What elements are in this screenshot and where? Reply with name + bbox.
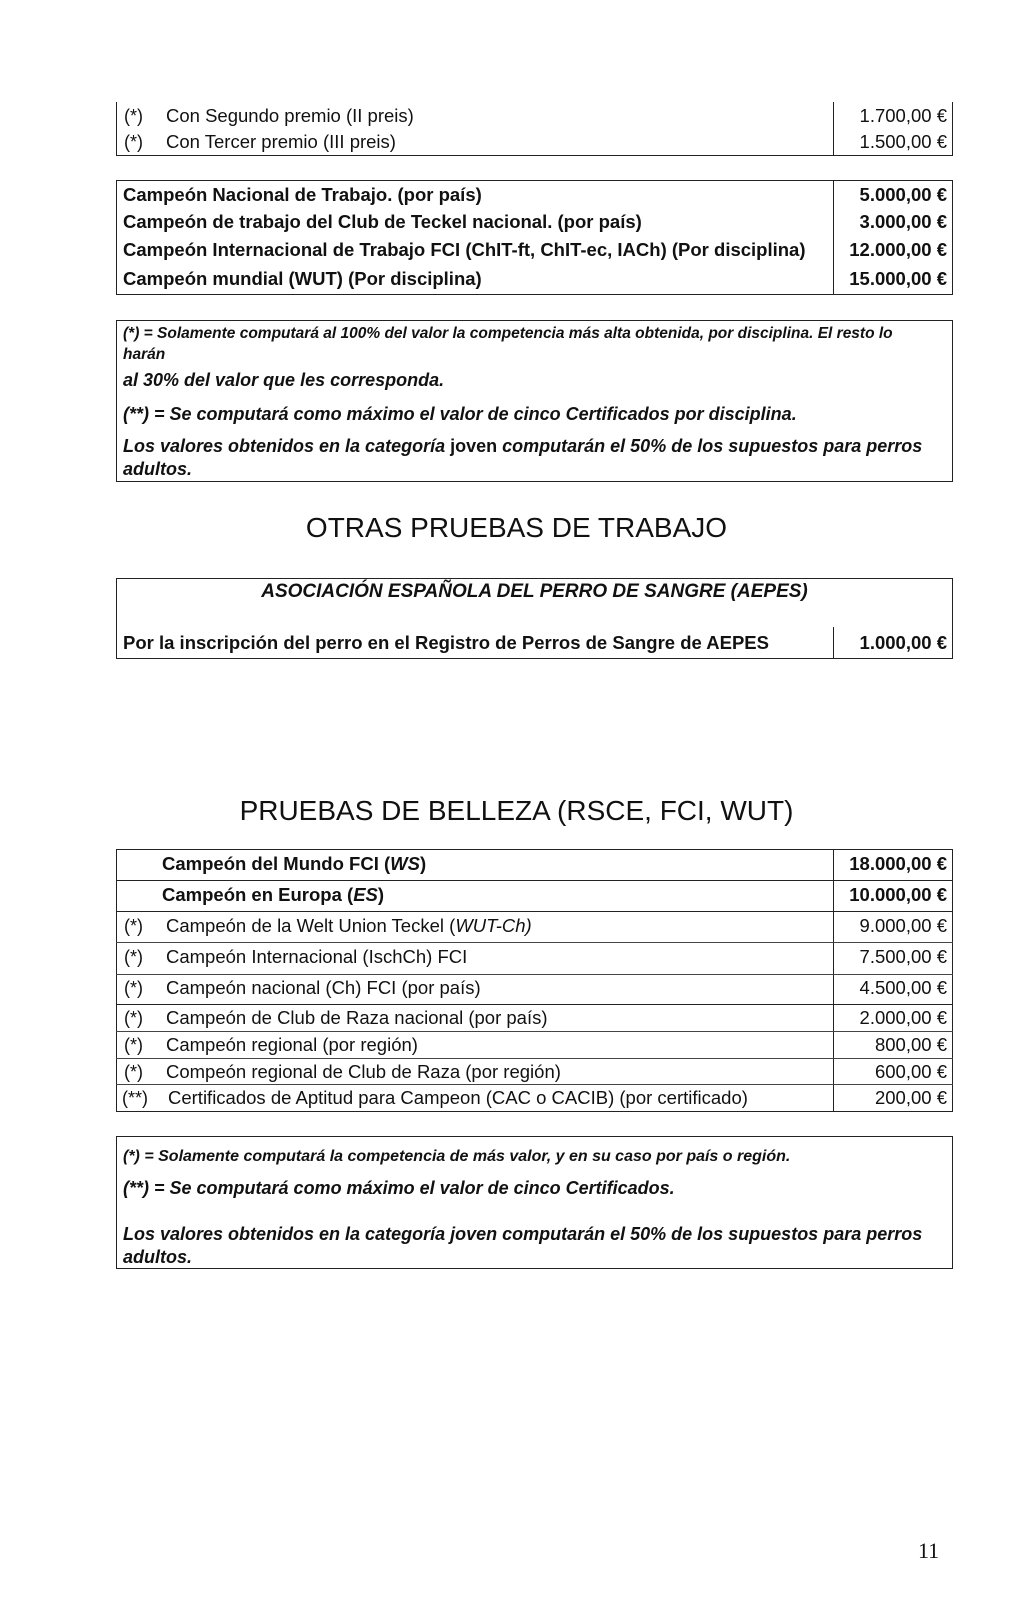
- table-row-mark: (*): [124, 916, 143, 936]
- table-row-label: Campeón Internacional de Trabajo FCI (ChIT-ft, ChIT-ec, IACh) (Por disciplina): [123, 239, 806, 260]
- table-row-mark: (*): [124, 132, 143, 152]
- note-box-1: [116, 320, 953, 482]
- table-a-left-border: [116, 102, 117, 156]
- label-text: Campeón de la Welt Union Teckel (: [166, 915, 456, 936]
- note-line: (*) = Solamente computará la competencia de más valor, y en su caso por país o región.: [123, 1148, 791, 1165]
- table-row-label: Con Tercer premio (III preis): [166, 131, 396, 152]
- label-abbr: WS: [390, 853, 420, 874]
- table-row-label: [166, 915, 532, 937]
- table-row-mark: (*): [124, 978, 143, 998]
- table-row-label: Campeón regional (por región): [166, 1034, 418, 1055]
- table-row-label: Campeón de Club de Raza nacional (por país): [166, 1007, 548, 1028]
- note-line: adultos.: [123, 459, 193, 479]
- table-row-value: 200,00 €: [874, 1087, 947, 1108]
- beauty-row-line: [116, 974, 953, 975]
- label-text: Campeón del Mundo FCI (: [162, 853, 391, 874]
- table-row-value: 1.500,00 €: [859, 131, 947, 152]
- table-a-right-border: [952, 102, 953, 156]
- aepes-divider: [833, 627, 834, 659]
- label-close: ): [419, 853, 427, 874]
- label-abbr: ES: [353, 884, 378, 905]
- table-row-value: 4.500,00 €: [859, 977, 947, 998]
- table-row-label: [162, 884, 384, 906]
- table-b-divider: [833, 180, 834, 295]
- table-row-label: Campeón de trabajo del Club de Teckel nacional. (por país): [123, 211, 642, 232]
- table-row-value: 3.000,00 €: [859, 211, 947, 232]
- table-row-label: [162, 853, 426, 875]
- beauty-row-line: [116, 1004, 953, 1005]
- aepes-title: ASOCIACIÓN ESPAÑOLA DEL PERRO DE SANGRE (AEPES): [261, 581, 808, 602]
- table-row-label: Certificados de Aptitud para Campeon (CAC o CACIB) (por certificado): [168, 1087, 748, 1108]
- table-row-mark: (**): [122, 1088, 148, 1108]
- table-row-value: 12.000,00 €: [849, 239, 947, 260]
- beauty-row-line: [116, 911, 953, 912]
- beauty-row-line: [116, 1084, 953, 1085]
- note-segment: Los valores obtenidos en la categoría: [123, 436, 446, 456]
- table-row-value: 600,00 €: [874, 1061, 947, 1082]
- aepes-row-value: 1.000,00 €: [859, 632, 947, 653]
- note-line: harán: [123, 346, 166, 363]
- table-row-value: 10.000,00 €: [849, 884, 947, 905]
- note-line: (*) = Solamente computará al 100% del valor la competencia más alta obtenida, por disciplina. El resto lo: [123, 325, 893, 342]
- beauty-row-line: [116, 1031, 953, 1032]
- table-row-mark: (*): [124, 1062, 143, 1082]
- beauty-row-line: [116, 880, 953, 881]
- table-row-value: 18.000,00 €: [849, 853, 947, 874]
- table-a-bottom-border: [116, 155, 953, 156]
- note-line: adultos.: [123, 1247, 193, 1267]
- table-row-label: Con Segundo premio (II preis): [166, 105, 414, 126]
- page-number: 11: [918, 1538, 940, 1563]
- beauty-row-line: [116, 942, 953, 943]
- table-row-label: Campeón mundial (WUT) (Por disciplina): [123, 268, 482, 289]
- beauty-table-divider: [833, 849, 834, 1112]
- table-row-label: Campeón Internacional (IschCh) FCI: [166, 946, 468, 967]
- table-row-mark: (*): [124, 1008, 143, 1028]
- note-line: (**) = Se computará como máximo el valor de cinco Certificados.: [123, 1178, 675, 1198]
- note-line: Los valores obtenidos en la categoría joven computarán el 50% de los supuestos para perros: [123, 1224, 923, 1244]
- table-row-value: 1.700,00 €: [859, 105, 947, 126]
- section-heading-beauty: PRUEBAS DE BELLEZA (RSCE, FCI, WUT): [239, 795, 794, 826]
- table-row-mark: (*): [124, 106, 143, 126]
- table-row-value: 9.000,00 €: [859, 915, 947, 936]
- label-text: Campeón en Europa (: [162, 884, 354, 905]
- note-line: [123, 436, 922, 457]
- label-close: ): [377, 884, 385, 905]
- beauty-row-line: [116, 1058, 953, 1059]
- table-row-mark: (*): [124, 1035, 143, 1055]
- note-segment: joven: [450, 436, 498, 456]
- note-segment: computarán el 50% de los supuestos para perros: [502, 436, 923, 456]
- note-line: (**) = Se computará como máximo el valor de cinco Certificados por disciplina.: [123, 404, 797, 424]
- table-row-value: 7.500,00 €: [859, 946, 947, 967]
- table-row-mark: (*): [124, 947, 143, 967]
- table-row-value: 5.000,00 €: [859, 184, 947, 205]
- table-row-value: 15.000,00 €: [849, 268, 947, 289]
- table-a-divider: [833, 102, 834, 156]
- label-abbr: WUT-Ch): [455, 915, 532, 936]
- section-heading-other: OTRAS PRUEBAS DE TRABAJO: [305, 512, 728, 543]
- table-row-value: 800,00 €: [874, 1034, 947, 1055]
- aepes-row-label: Por la inscripción del perro en el Registro de Perros de Sangre de AEPES: [123, 632, 769, 653]
- note-line: al 30% del valor que les corresponda.: [123, 370, 445, 390]
- table-row-value: 2.000,00 €: [859, 1007, 947, 1028]
- table-row-label: Campeón nacional (Ch) FCI (por país): [166, 977, 481, 998]
- table-row-label: Campeón Nacional de Trabajo. (por país): [123, 184, 482, 205]
- table-row-label: Compeón regional de Club de Raza (por región): [166, 1061, 561, 1082]
